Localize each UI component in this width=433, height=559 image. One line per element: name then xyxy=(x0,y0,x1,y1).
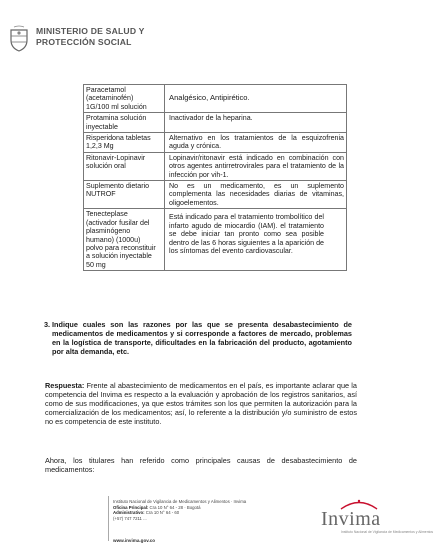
drug-name-line: a solución inyectable xyxy=(86,252,152,261)
drug-name-cell xyxy=(84,133,165,153)
drug-use-cell: Lopinavir/ritonavir está indicado en combinación con otros agentes antirretrovirales para el tratamiento de la infección por vih-1. xyxy=(165,152,347,180)
question-3 xyxy=(44,320,352,357)
table-row xyxy=(84,113,347,133)
question-text: Indique cuales son las razones por las que se presenta desabastecimiento de medicamentos de medicamentos y si corresponde a factores de mercado, problemas en la logística de transporte, dificultades en la fabricación del producto, agotamiento por alta demanda, etc. xyxy=(52,320,352,356)
answer-paragraph-2: Ahora, los titulares han referido como principales causas de desabastecimiento de medicamentos: xyxy=(45,456,357,474)
answer-label: Respuesta: xyxy=(45,381,85,390)
ministry-name xyxy=(36,26,145,48)
drug-use-cell: Inactivador de la heparina. xyxy=(165,113,347,133)
drug-name-line: Suplemento dietario xyxy=(86,182,150,191)
drug-name-line: Ritonavir-Lopinavir xyxy=(86,153,146,162)
page-footer xyxy=(108,496,433,556)
drug-name-line: (acetaminofén) xyxy=(86,94,134,103)
footer-phone: (+57) 747 7211 ... xyxy=(113,515,147,521)
drug-name-cell xyxy=(84,113,165,133)
logo-subtitle: Instituto Nacional de Vigilancia de Medicamentos y Alimentos xyxy=(341,530,433,534)
drug-name-line: polvo para reconstituir xyxy=(86,243,156,252)
drug-name-line: (activador fusilar del xyxy=(86,218,150,227)
drug-name-line: solución oral xyxy=(86,162,126,171)
footer-admin: Administrativo: Cra 10 N° 64 - 60 xyxy=(113,510,180,516)
drug-use-cell: Alternativo en los tratamientos de la esquizofrenia aguda y crónica. xyxy=(165,133,347,153)
drug-use-cell: No es un medicamento, es un suplemento complementa las necesidades diarias de vitaminas, oligoelementos. xyxy=(165,181,347,209)
table-row xyxy=(84,209,347,271)
medications-table xyxy=(83,84,347,271)
drug-use-cell: Analgésico, Antipirético. xyxy=(165,85,347,113)
question-number: 3. xyxy=(44,320,51,329)
footer-institute: Instituto Nacional de Vigilancia de Medicamentos y Alimentos · Invima xyxy=(113,499,247,504)
footer-contact xyxy=(113,499,246,521)
footer-divider xyxy=(108,496,109,541)
answer-text: Frente al abastecimiento de medicamentos en el país, es importante aclarar que la competencia del Invima es respecto a la evaluación y aprobación de los registros sanitarios, así como de sus modificaciones, ya que estos trámites son los que permiten la autorización para la comercialización de los medicamentos; así, lo referente a la distribución y/o suministro de estos no es competencia de este instituto. xyxy=(45,381,357,426)
table-row xyxy=(84,133,347,153)
ministry-line-2: PROTECCIÓN SOCIAL xyxy=(36,37,132,47)
drug-name-line: 1,2,3 Mg xyxy=(86,142,114,151)
answer-paragraph xyxy=(45,381,357,426)
drug-name-line: Risperidona tabletas xyxy=(86,134,151,143)
table-row xyxy=(84,181,347,209)
drug-name-line: Tenecteplase xyxy=(86,210,128,219)
drug-name-line: 1G/100 ml solución xyxy=(86,102,147,111)
footer-office: Oficina Principal: Cra 10 N° 64 - 28 · Bogotá xyxy=(113,504,201,510)
drug-name-line: humano) (1000u) xyxy=(86,235,141,244)
drug-name-line: plasminógeno xyxy=(86,227,131,236)
ministry-line-1: MINISTERIO DE SALUD Y xyxy=(36,26,145,36)
table-row xyxy=(84,152,347,180)
table-row xyxy=(84,85,347,113)
drug-name-line: Paracetamol xyxy=(86,86,126,94)
invima-logo xyxy=(321,496,433,538)
drug-name-cell xyxy=(84,181,165,209)
drug-name-cell xyxy=(84,152,165,180)
page-header xyxy=(8,22,188,62)
drug-name-line: 50 mg xyxy=(86,260,106,269)
drug-name-line: inyectable xyxy=(86,122,118,131)
drug-name-cell xyxy=(84,85,165,113)
drug-use-cell: Está indicado para el tratamiento trombolítico del infarto agudo de miocardio (IAM). el tratamiento se debe iniciar tan pronto como sea posible dentro de las 6 horas siguientes a la aparición de los síntomas del evento cardiovascular. xyxy=(165,209,347,271)
drug-name-line: NUTROF xyxy=(86,190,116,199)
footer-website[interactable]: www.invima.gov.co xyxy=(113,538,156,543)
drug-name-cell xyxy=(84,209,165,271)
logo-wordmark: Invima xyxy=(321,508,381,530)
drug-name-line: Protamina solución xyxy=(86,114,147,123)
coat-of-arms-icon xyxy=(8,26,30,52)
